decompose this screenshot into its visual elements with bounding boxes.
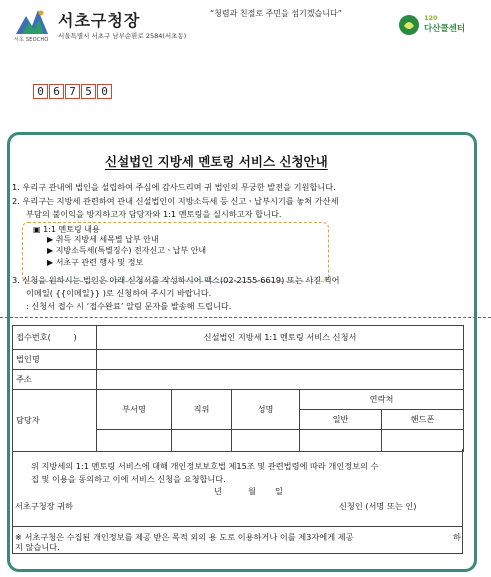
guide-paragraph-3: 3. 신청을 원하시는 법인은 아래 신청서를 작성하시어 팩스(02-2155-6619) 또는 사진 찍어	[12, 275, 340, 285]
privacy-note-tail: 하	[453, 532, 461, 542]
consent-section	[12, 449, 463, 554]
company-name-field[interactable]	[97, 350, 464, 370]
consent-divider	[13, 526, 462, 527]
column-contact: 연락처	[300, 390, 464, 410]
slogan: “청렴과 친절로 주민을 섬기겠습니다”	[210, 9, 342, 18]
doc-number-digit: 6	[49, 84, 64, 99]
seocho-logo-icon	[12, 6, 52, 36]
guide-paragraph-2-cont: 부담의 불이익을 방지하고자 담당자와 1:1 멘토링을 실시하고자 합니다.	[26, 209, 282, 219]
consent-text-cont: 집 및 이용을 동의하고 이에 서비스 신청을 요청합니다.	[31, 474, 226, 484]
guide-paragraph-1: 1. 우리구 관내에 법인을 설립하여 주심에 감사드리며 귀 법인의 무궁한 발전을 기원합니다.	[12, 182, 336, 192]
privacy-note: ※ 서초구청은 수집된 개인정보를 제공 받은 목적 외의 용 도로 이용하거나 이를 제3자에게 제공	[15, 532, 354, 542]
doc-number-digit: 0	[97, 84, 112, 99]
logo-caption: 서초 SEOCHO	[14, 37, 49, 43]
doc-number-digit: 7	[65, 84, 80, 99]
receipt-number-label: 접수번호(	[16, 332, 51, 342]
address-field[interactable]	[97, 370, 464, 390]
applicant-signature: 신청인 (서명 또는 인)	[339, 501, 417, 511]
receipt-number-cell	[13, 326, 97, 350]
guide-paragraph-3-cont: 이메일( {{이메일}} )로 신청하여 주시기 바랍니다.	[26, 288, 212, 298]
document-number	[33, 84, 112, 99]
receipt-number-close: )	[73, 332, 77, 342]
application-form-table	[12, 325, 464, 452]
column-general: 일반	[300, 410, 382, 430]
summary-item: ▶ 지방소득세(특별징수) 전자신고ㆍ납부 안내	[47, 246, 207, 255]
org-name: 서초구청장	[58, 11, 141, 30]
manager-label: 담당자	[13, 390, 97, 452]
recipient: 서초구청장 귀하	[15, 501, 73, 511]
column-position: 직위	[172, 390, 232, 430]
guide-paragraph-2: 2. 우리구는 지방세 관련하여 관내 신설법인이 지방소득세 등 신고ㆍ납부시기를 놓쳐 가산세	[12, 196, 339, 206]
notice-title: 신설법인 지방세 멘토링 서비스 신청안내	[105, 154, 328, 169]
cut-line	[0, 317, 491, 318]
consent-text: 위 지방세의 1:1 멘토링 서비스에 대해 개인정보보호법 제15조 및 관련법령에 따라 개인정보의 수	[31, 461, 379, 471]
company-name-label: 법인명	[13, 350, 97, 370]
call-center-number: 120	[424, 14, 438, 22]
column-dept: 부서명	[97, 390, 172, 430]
date-year: 년	[214, 486, 222, 496]
doc-number-digit: 5	[81, 84, 96, 99]
privacy-note-cont: 지 않습니다.	[15, 542, 60, 552]
call-center-name: 다산콜센터	[424, 24, 466, 34]
date-month: 월	[248, 486, 256, 496]
summary-title: ▣ 1:1 멘토링 내용	[33, 225, 100, 234]
column-mobile: 핸드폰	[382, 410, 464, 430]
summary-item: ▶ 서초구 관련 행사 및 정보	[47, 258, 144, 267]
column-name: 성명	[232, 390, 300, 430]
doc-number-digit: 0	[33, 84, 48, 99]
form-title: 신설법인 지방세 1:1 멘토링 서비스 신청서	[97, 326, 464, 350]
guide-note: : 신청서 접수 시 ‘접수완료’ 알림 문자를 발송해 드립니다.	[26, 301, 232, 311]
address-label: 주소	[13, 370, 97, 390]
date-day: 일	[275, 486, 283, 496]
letterhead	[0, 0, 491, 50]
call-center-icon	[398, 14, 420, 36]
summary-item: ▶ 취득 지방세 세목별 납부 안내	[47, 235, 159, 244]
org-address: 서울특별시 서초구 남부순환로 2584(서초동)	[58, 32, 187, 40]
